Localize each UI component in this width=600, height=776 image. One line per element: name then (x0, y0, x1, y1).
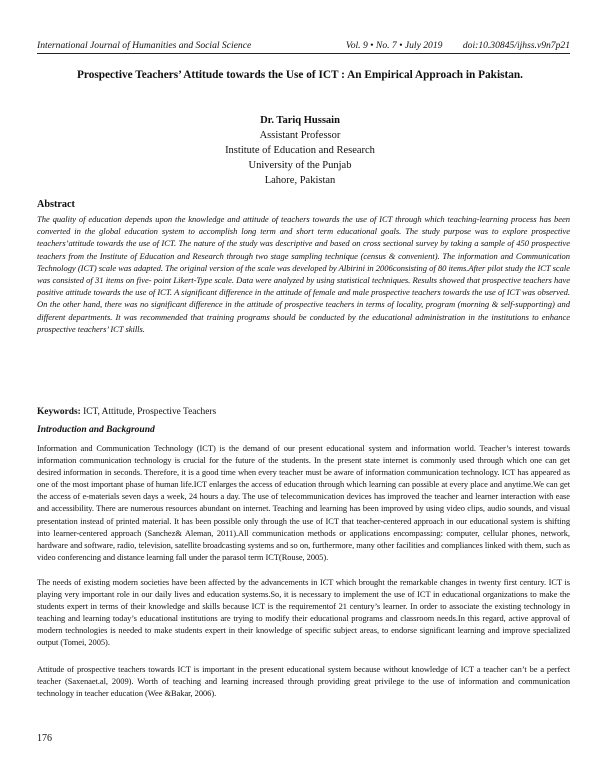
intro-heading: Introduction and Background (37, 425, 155, 435)
author-position: Assistant Professor (259, 130, 341, 141)
issue-info (328, 40, 570, 54)
author-block (100, 113, 500, 188)
page-number: 176 (37, 733, 52, 744)
intro-paragraph-2: The needs of existing modern societies have been affected by the advancements in ICT which brought the remarkable changes in twenty first century. ICT is playing very important role in our daily lives and education systems.So, it is necessary to implement the use of ICT in educational organizations to make the students expert in terms of their knowledge and skills because ICT is the requirementof 21 century’s learner. In order to associate the existing technology in teaching and learning today’s educational institutions are trying to modify their educational programs and classroom needs.In this regard, active approval of modern technologies is needed to make students expert in their knowledge of specific subject areas, to endorse significant learning and improve specialized output (Tomei, 2005). (37, 577, 570, 648)
keywords-label: Keywords: (37, 407, 81, 417)
header-rule (37, 53, 570, 54)
abstract-heading: Abstract (37, 199, 75, 210)
keywords (37, 407, 216, 417)
journal-name: International Journal of Humanities and Social Science (37, 40, 252, 51)
keywords-value: ICT, Attitude, Prospective Teachers (83, 407, 217, 417)
intro-paragraph-1: Information and Communication Technology (ICT) is the demand of our present educational system and information world. Teacher’s interest towards information communication technology is crucial for the future of the students. In the present state internet is commonly used through which one can get desired information in seconds. Therefore, it is a good time when every teacher must be aware of information communication technology. ICT has appeared as one of the most important phase of human life.ICT enlarges the access of education through which learning can possible at every place and anytime.We can get the access of e-materials seven days a week, 24 hours a day. The use of telecommunication devices has improved the teacher and learner interaction with ease and accessibility. There are numerous resources abundant on internet. Teaching and learning has been improved by using video clips, audio sounds, and visual presentation instead of printed material. It has been possible only through the use of ICT that teacher-centered approach in our educational system is shifting into learner-centered approach (Sanchez& Aleman, 2011).All communication methods or applications encompassing: computer, cellular phones, network, hardware and software, radio, television, satellite broadcasting systems and so on, furthermore, many other facilities and compliances linked with them, such as video conferencing and distance learning fall under the parasol term ICT(Rouse, 2005). (37, 443, 570, 562)
paper-title: Prospective Teachers’ Attitude towards the Use of ICT : An Empirical Approach in Pakistan. (76, 69, 524, 81)
volume-issue: Vol. 9 • No. 7 • July 2019 (345, 40, 443, 51)
doi: doi:10.30845/ijhss.v9n7p21 (462, 40, 570, 51)
abstract-text: The quality of education depends upon the knowledge and attitude of teachers towards the use of ICT through which teaching-learning process has been converted in the global education system to accomplish long term and short term educational goals. The study purpose was to explore prospective teachers’attitude towards the use of ICT. The nature of the study was descriptive and based on cross sectional survey by taking a sample of 450 prospective teachers from the Institute of Education and Research through two stage sampling technique (census & convenient). The information and Communication Technology (ICT) scale was adapted. The original version of the scale was developed by Albirini in 2006consisting of 80 items.After pilot study the ICT scale was consisted of 31 items on five- point Likert-Type scale. Data were analyzed by using statistical techniques. Results showed that prospective teachers have positive attitude towards the use of ICT. A significant difference in the attitude of female and male prospective teachers towards the use of ICT was observed. On the other hand, there was no significant difference in the attitude of prospective teachers in terms of locality, program (morning & self-supporting) and different departments. It was recommended that training programs should be conducted by the educational administration in the institutions to enhance prospective teachers’ ICT skills. (37, 214, 570, 334)
author-institute: Institute of Education and Research (225, 145, 375, 156)
running-header (37, 40, 570, 54)
author-name: Dr. Tariq Hussain (260, 115, 340, 126)
intro-paragraph-3: Attitude of prospective teachers towards ICT is important in the present educational system because without knowledge of ICT a teacher can’t be a perfect teacher (Saxenaet.al, 2009). Worth of teaching and learning increased through providing great privilege to the use of information and communication technology in teacher education (Wee &Bakar, 2006). (37, 664, 570, 699)
author-city: Lahore, Pakistan (264, 175, 336, 186)
author-university: University of the Punjab (248, 160, 352, 171)
